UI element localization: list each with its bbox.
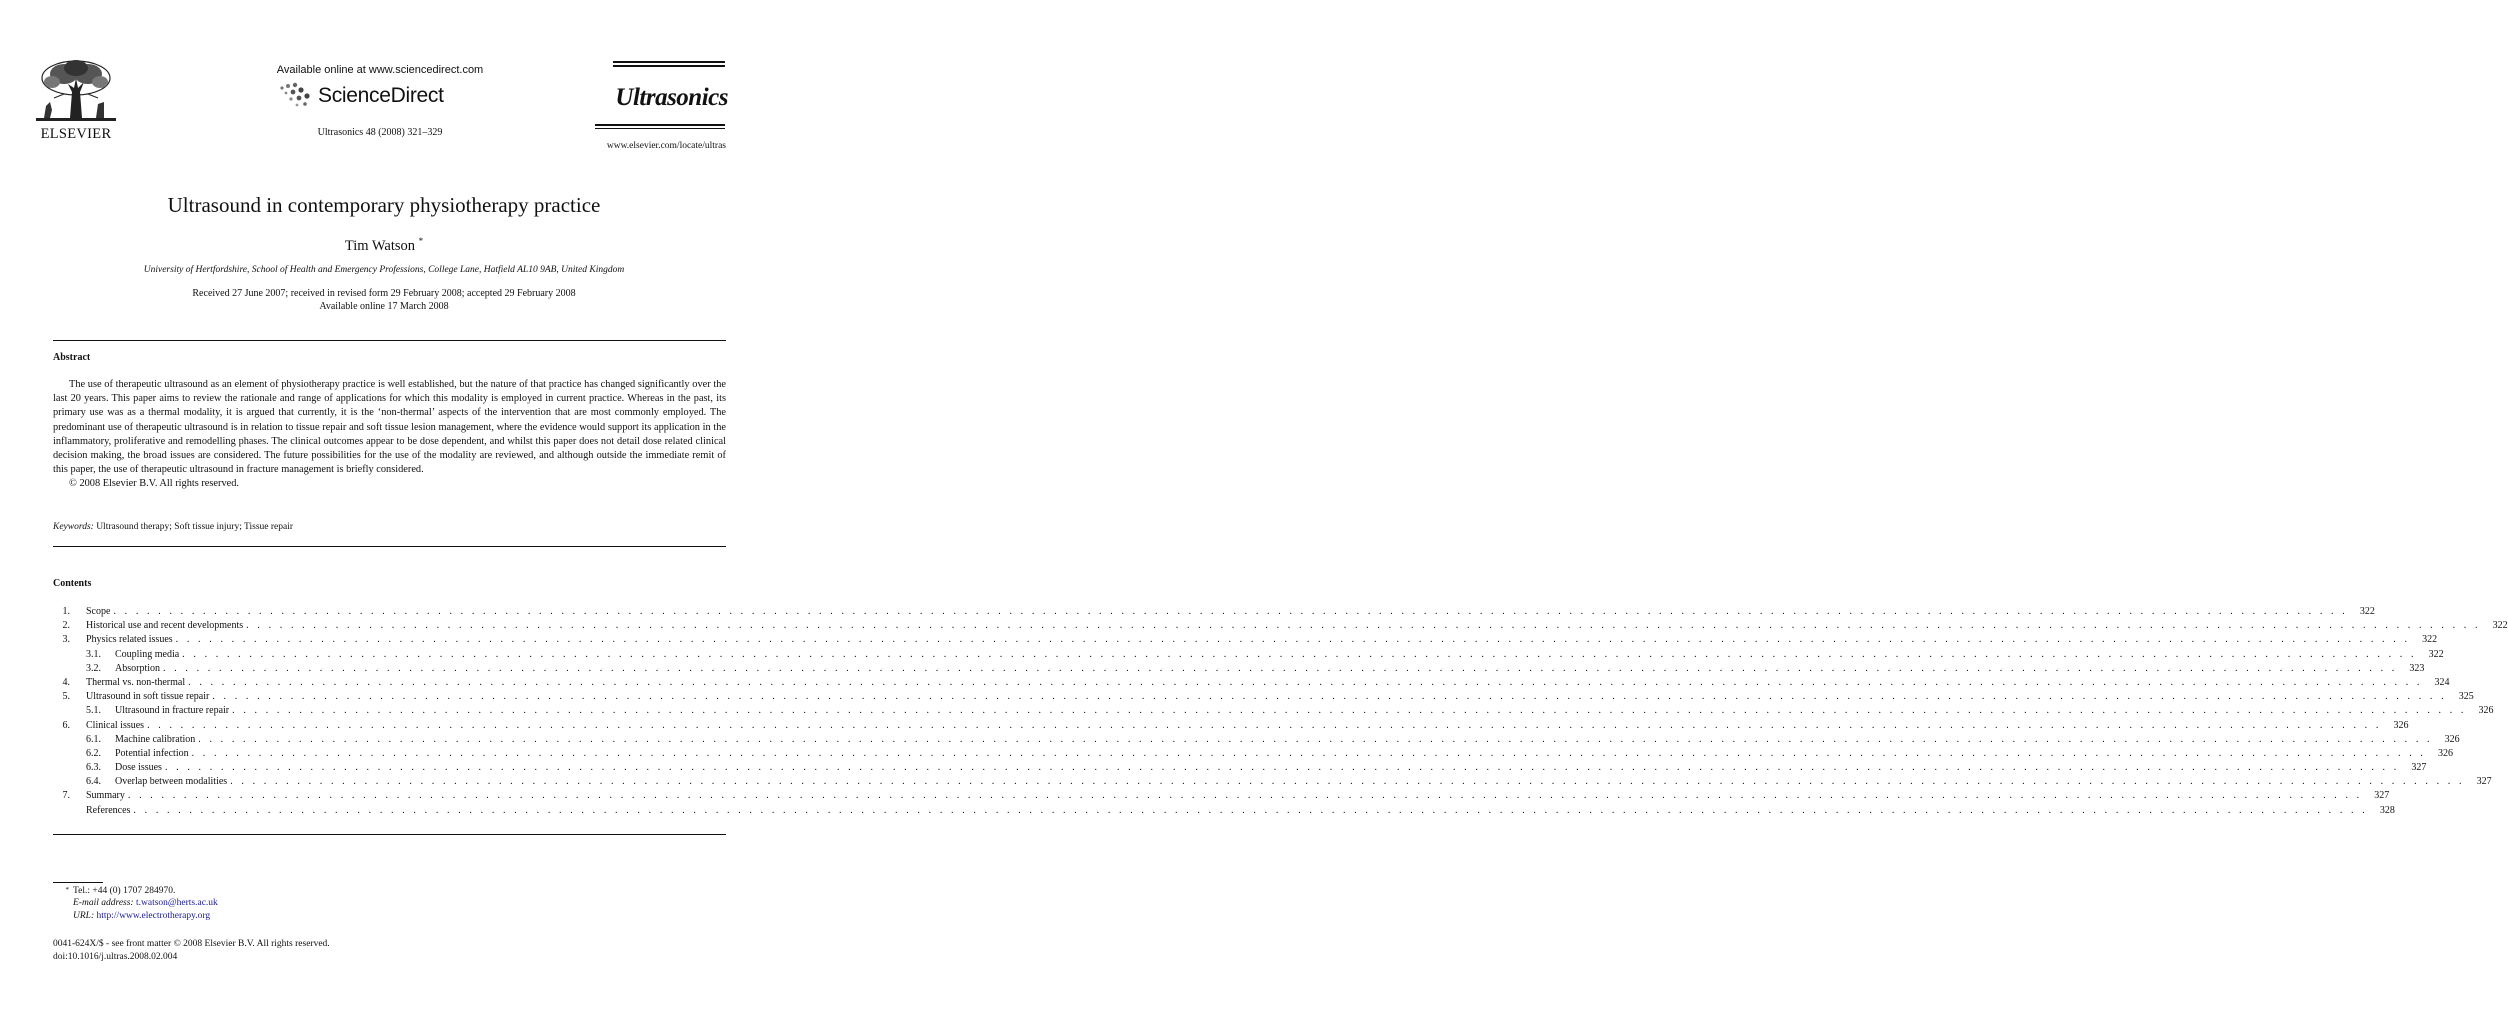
journal-citation: Ultrasonics 48 (2008) 321–329 — [317, 127, 443, 138]
toc-item-title: References — [86, 804, 133, 818]
sciencedirect-dots-icon — [278, 82, 316, 112]
toc-item-subnumber: 3.1. — [86, 648, 101, 660]
journal-logo: Ultrasonics — [615, 84, 728, 111]
toc-item-page: 326 — [2426, 747, 2453, 761]
sciencedirect-wordmark: ScienceDirect — [318, 84, 444, 107]
toc-leader-dots: . . . . . . . . . . . . . . . . . . . . . . . . . . . . . . . . . . . . . . . . . . . . . . . . . . . . . . . . . . . . . . . . . . . . . . . . . . . . . . . . . . . . . . . . . . . . . . . . . . . . . . . . . . . . . . . . . . . . . . . . . . . . . . . . . . . . . . . . . . . . . . . . . . . . . . . . . . . . . . . . . . . . . . . . . . . . . . . . . . . . . . . . . . . . . . . . . . . . . . . . — [127, 790, 2363, 802]
toc-leader-dots: . . . . . . . . . . . . . . . . . . . . . . . . . . . . . . . . . . . . . . . . . . . . . . . . . . . . . . . . . . . . . . . . . . . . . . . . . . . . . . . . . . . . . . . . . . . . . . . . . . . . . . . . . . . . . . . . . . . . . . . . . . . . . . . . . . . . . . . . . . . . . . . . . . . . . . . . . . . . . . . . . . . . . . . . . . . . . . . . . . . . . . . . . . . . . . . . . . . . . . . . — [191, 747, 2426, 759]
toc-item[interactable] — [53, 804, 2395, 818]
toc-item[interactable] — [53, 676, 2450, 690]
toc-item-page: 322 — [2481, 619, 2508, 633]
toc-item-page: 322 — [2417, 648, 2444, 662]
toc-item[interactable] — [53, 747, 2453, 761]
toc-item-number: 1. — [62, 606, 70, 617]
toc-item-title: Absorption — [115, 662, 163, 676]
divider — [53, 546, 726, 547]
footnotes — [53, 885, 218, 922]
abstract-section — [53, 378, 726, 492]
toc-item-number: 2. — [62, 620, 70, 632]
toc-item[interactable] — [53, 633, 2438, 647]
toc-item-title: Clinical issues — [86, 719, 147, 733]
toc-item-subnumber: 6.2. — [86, 747, 101, 759]
abstract-text: The use of therapeutic ultrasound as an element of physiotherapy practice is well established, but the nature of that practice has changed significantly over the last 20 years. This paper aims to review the rationale and range of applications for which this modality is employed in current practice. Whereas in the past, its primary use was as a thermal modality, it is argued that currently, it is the ‘non-thermal’ aspects of the intervention that are most commonly employed. The predominant use of therapeutic ultrasound is in relation to tissue repair and soft tissue lesion management, where the evidence would support its application in the inflammatory, proliferative and remodelling phases. The clinical outcomes appear to be dose dependent, and whilst this paper does not detail dose related clinical decision making, the broad issues are considered. The future possibilities for the use of the modality are reviewed, and although outside the immediate remit of this paper, the use of therapeutic ultrasound in fracture management is briefly considered. — [53, 379, 726, 476]
divider — [53, 340, 726, 341]
footnote-email — [53, 897, 218, 909]
toc-leader-dots: . . . . . . . . . . . . . . . . . . . . . . . . . . . . . . . . . . . . . . . . . . . . . . . . . . . . . . . . . . . . . . . . . . . . . . . . . . . . . . . . . . . . . . . . . . . . . . . . . . . . . . . . . . . . . . . . . . . . . . . . . . . . . . . . . . . . . . . . . . . . . . . . . . . . . . . . . . . . . . . . . . . . . . . . . . . . . . . . . . . . . . . . . . . . . . . . . . . . . . . . — [212, 691, 2447, 703]
toc-item[interactable] — [53, 619, 2508, 633]
toc-item-title: Summary — [86, 789, 128, 803]
toc-item-page: 326 — [2381, 719, 2408, 733]
toc-item-subnumber: 5.1. — [86, 705, 101, 717]
toc-item-title: Coupling media — [115, 648, 182, 662]
toc-item-page: 327 — [2362, 789, 2389, 803]
toc-item-page: 327 — [2399, 761, 2426, 775]
toc-leader-dots: . . . . . . . . . . . . . . . . . . . . . . . . . . . . . . . . . . . . . . . . . . . . . . . . . . . . . . . . . . . . . . . . . . . . . . . . . . . . . . . . . . . . . . . . . . . . . . . . . . . . . . . . . . . . . . . . . . . . . . . . . . . . . . . . . . . . . . . . . . . . . . . . . . . . . . . . . . . . . . . . . . . . . . . . . . . . . . . . . . . . . . . . . . . . . . . . . . . . . . . . — [246, 620, 2481, 632]
url-label: URL: — [73, 910, 95, 921]
toc-item-title: Physics related issues — [86, 633, 176, 647]
sciencedirect-logo[interactable] — [278, 82, 478, 112]
toc-item-subnumber: 3.2. — [86, 662, 101, 674]
toc-item[interactable] — [53, 761, 2427, 775]
toc-item-number: 6. — [62, 719, 70, 731]
publisher-name: ELSEVIER — [40, 126, 112, 142]
keywords-line — [53, 522, 293, 532]
journal-url-link[interactable]: www.elsevier.com/locate/ultras — [606, 141, 726, 151]
toc-item-page: 322 — [2348, 605, 2375, 619]
toc-item-title: Ultrasound in soft tissue repair — [86, 690, 212, 704]
divider — [53, 834, 726, 835]
article-title: Ultrasound in contemporary physiotherapy practice — [167, 193, 601, 217]
toc-leader-dots: . . . . . . . . . . . . . . . . . . . . . . . . . . . . . . . . . . . . . . . . . . . . . . . . . . . . . . . . . . . . . . . . . . . . . . . . . . . . . . . . . . . . . . . . . . . . . . . . . . . . . . . . . . . . . . . . . . . . . . . . . . . . . . . . . . . . . . . . . . . . . . . . . . . . . . . . . . . . . . . . . . . . . . . . . . . . . . . . . . . . . . . . . . . . . . . . . . . . . . . . — [164, 762, 2400, 774]
toc-item-page: 325 — [2447, 690, 2474, 704]
journal-logo-rules-top — [613, 61, 725, 70]
url-link[interactable]: http://www.electrotherapy.org — [96, 910, 211, 921]
toc-leader-dots: . . . . . . . . . . . . . . . . . . . . . . . . . . . . . . . . . . . . . . . . . . . . . . . . . . . . . . . . . . . . . . . . . . . . . . . . . . . . . . . . . . . . . . . . . . . . . . . . . . . . . . . . . . . . . . . . . . . . . . . . . . . . . . . . . . . . . . . . . . . . . . . . . . . . . . . . . . . . . . . . . . . . . . . . . . . . . . . . . . . . . . . . . . . . . . . . . . . . . . . . — [230, 776, 2465, 788]
footnote-tel-text: Tel.: +44 (0) 1707 284970. — [73, 886, 176, 896]
toc-item-title: Overlap between modalities — [115, 775, 230, 789]
contents-heading: Contents — [53, 578, 92, 589]
toc-item-title: Thermal vs. non-thermal — [86, 676, 188, 690]
footnote-url — [53, 910, 218, 922]
toc-item-title: Machine calibration — [115, 733, 198, 747]
toc-leader-dots: . . . . . . . . . . . . . . . . . . . . . . . . . . . . . . . . . . . . . . . . . . . . . . . . . . . . . . . . . . . . . . . . . . . . . . . . . . . . . . . . . . . . . . . . . . . . . . . . . . . . . . . . . . . . . . . . . . . . . . . . . . . . . . . . . . . . . . . . . . . . . . . . . . . . . . . . . . . . . . . . . . . . . . . . . . . . . . . . . . . . . . . . . . . . . . . . . . . . . . . . — [113, 606, 2348, 617]
toc-item-title: Historical use and recent developments — [86, 619, 246, 633]
toc-item-title: Ultrasound in fracture repair — [115, 704, 232, 718]
toc-item-page: 326 — [2467, 704, 2494, 718]
toc-item-subnumber: 6.3. — [86, 762, 101, 774]
author-name[interactable]: Tim Watson — [344, 237, 416, 254]
author-footnote-mark[interactable]: * — [418, 236, 424, 246]
toc-item-page: 328 — [2368, 804, 2395, 818]
keywords-label: Keywords: — [53, 522, 94, 532]
toc-item[interactable] — [53, 719, 2409, 733]
toc-leader-dots: . . . . . . . . . . . . . . . . . . . . . . . . . . . . . . . . . . . . . . . . . . . . . . . . . . . . . . . . . . . . . . . . . . . . . . . . . . . . . . . . . . . . . . . . . . . . . . . . . . . . . . . . . . . . . . . . . . . . . . . . . . . . . . . . . . . . . . . . . . . . . . . . . . . . . . . . . . . . . . . . . . . . . . . . . . . . . . . . . . . . . . . . . . . . . . . . . . . . . . . . — [188, 676, 2423, 688]
author-affiliation: University of Hertfordshire, School of Health and Emergency Professions, College Lane, Hatfield AL10 9AB, United Kingdom — [143, 265, 625, 275]
available-online-text[interactable]: Available online at www.sciencedirect.com — [276, 64, 484, 76]
doi-link[interactable]: doi:10.1016/j.ultras.2008.02.004 — [53, 952, 178, 962]
issn-line: 0041-624X/$ - see front matter © 2008 Elsevier B.V. All rights reserved. — [53, 939, 330, 949]
toc-item[interactable] — [53, 690, 2474, 704]
toc-item[interactable] — [53, 789, 2390, 803]
publisher-logo — [24, 58, 128, 144]
article-dates — [40, 287, 728, 313]
copyright-notice: © 2008 Elsevier B.V. All rights reserved. — [69, 478, 239, 490]
toc-item-subnumber: 6.4. — [86, 776, 101, 788]
email-label: E-mail address: — [73, 898, 134, 909]
toc-item-page: 322 — [2410, 633, 2437, 647]
toc-item-number: 3. — [62, 634, 70, 646]
toc-leader-dots: . . . . . . . . . . . . . . . . . . . . . . . . . . . . . . . . . . . . . . . . . . . . . . . . . . . . . . . . . . . . . . . . . . . . . . . . . . . . . . . . . . . . . . . . . . . . . . . . . . . . . . . . . . . . . . . . . . . . . . . . . . . . . . . . . . . . . . . . . . . . . . . . . . . . . . . . . . . . . . . . . . . . . . . . . . . . . . . . . . . . . . . . . . . . . . . . . . . . . . . . — [133, 804, 2368, 816]
toc-leader-dots: . . . . . . . . . . . . . . . . . . . . . . . . . . . . . . . . . . . . . . . . . . . . . . . . . . . . . . . . . . . . . . . . . . . . . . . . . . . . . . . . . . . . . . . . . . . . . . . . . . . . . . . . . . . . . . . . . . . . . . . . . . . . . . . . . . . . . . . . . . . . . . . . . . . . . . . . . . . . . . . . . . . . . . . . . . . . . . . . . . . . . . . . . . . . . . . . . . . . . . . . — [175, 634, 2411, 646]
journal-logo-rules-bottom — [595, 124, 725, 130]
toc-leader-dots: . . . . . . . . . . . . . . . . . . . . . . . . . . . . . . . . . . . . . . . . . . . . . . . . . . . . . . . . . . . . . . . . . . . . . . . . . . . . . . . . . . . . . . . . . . . . . . . . . . . . . . . . . . . . . . . . . . . . . . . . . . . . . . . . . . . . . . . . . . . . . . . . . . . . . . . . . . . . . . . . . . . . . . . . . . . . . . . . . . . . . . . . . . . . . . . . . . . . . . . . — [163, 662, 2398, 674]
toc-item-page: 324 — [2423, 676, 2450, 690]
toc-item-subnumber: 6.1. — [86, 733, 101, 745]
received-dates: Received 27 June 2007; received in revised form 29 February 2008; accepted 29 February 2008 — [192, 288, 576, 299]
toc-leader-dots: . . . . . . . . . . . . . . . . . . . . . . . . . . . . . . . . . . . . . . . . . . . . . . . . . . . . . . . . . . . . . . . . . . . . . . . . . . . . . . . . . . . . . . . . . . . . . . . . . . . . . . . . . . . . . . . . . . . . . . . . . . . . . . . . . . . . . . . . . . . . . . . . . . . . . . . . . . . . . . . . . . . . . . . . . . . . . . . . . . . . . . . . . . . . . . . . . . . . . . . . — [198, 733, 2433, 745]
toc-item-number: 4. — [62, 676, 70, 688]
toc-item[interactable] — [53, 662, 2425, 676]
email-link[interactable]: t.watson@herts.ac.uk — [135, 898, 218, 909]
keywords-list: Ultrasound therapy; Soft tissue injury; Tissue repair — [96, 522, 294, 532]
table-of-contents — [53, 605, 2508, 818]
toc-item-title: Scope — [86, 605, 113, 619]
abstract-heading: Abstract — [53, 352, 91, 363]
toc-item-page: 326 — [2433, 733, 2460, 747]
footnote-rule — [53, 882, 103, 883]
toc-item-page: 323 — [2397, 662, 2424, 676]
footnote-tel — [53, 885, 218, 897]
toc-item-title: Dose issues — [115, 761, 165, 775]
toc-item[interactable] — [53, 605, 2375, 619]
toc-item[interactable] — [53, 733, 2460, 747]
elsevier-tree-icon — [34, 58, 118, 124]
toc-leader-dots: . . . . . . . . . . . . . . . . . . . . . . . . . . . . . . . . . . . . . . . . . . . . . . . . . . . . . . . . . . . . . . . . . . . . . . . . . . . . . . . . . . . . . . . . . . . . . . . . . . . . . . . . . . . . . . . . . . . . . . . . . . . . . . . . . . . . . . . . . . . . . . . . . . . . . . . . . . . . . . . . . . . . . . . . . . . . . . . . . . . . . . . . . . . . . . . . . . . . . . . . — [232, 705, 2467, 717]
toc-item-page: 327 — [2465, 775, 2492, 789]
toc-leader-dots: . . . . . . . . . . . . . . . . . . . . . . . . . . . . . . . . . . . . . . . . . . . . . . . . . . . . . . . . . . . . . . . . . . . . . . . . . . . . . . . . . . . . . . . . . . . . . . . . . . . . . . . . . . . . . . . . . . . . . . . . . . . . . . . . . . . . . . . . . . . . . . . . . . . . . . . . . . . . . . . . . . . . . . . . . . . . . . . . . . . . . . . . . . . . . . . . . . . . . . . . — [147, 719, 2382, 731]
toc-item[interactable] — [53, 775, 2492, 789]
toc-item-number: 5. — [62, 691, 70, 703]
footnote-mark: * — [65, 886, 69, 894]
available-online-date: Available online 17 March 2008 — [319, 301, 449, 312]
toc-item-title: Potential infection — [115, 747, 192, 761]
toc-item[interactable] — [53, 704, 2494, 718]
toc-item[interactable] — [53, 648, 2444, 662]
toc-item-number: 7. — [62, 790, 70, 802]
author-line — [40, 236, 728, 255]
toc-leader-dots: . . . . . . . . . . . . . . . . . . . . . . . . . . . . . . . . . . . . . . . . . . . . . . . . . . . . . . . . . . . . . . . . . . . . . . . . . . . . . . . . . . . . . . . . . . . . . . . . . . . . . . . . . . . . . . . . . . . . . . . . . . . . . . . . . . . . . . . . . . . . . . . . . . . . . . . . . . . . . . . . . . . . . . . . . . . . . . . . . . . . . . . . . . . . . . . . . . . . . . . . — [182, 648, 2417, 660]
